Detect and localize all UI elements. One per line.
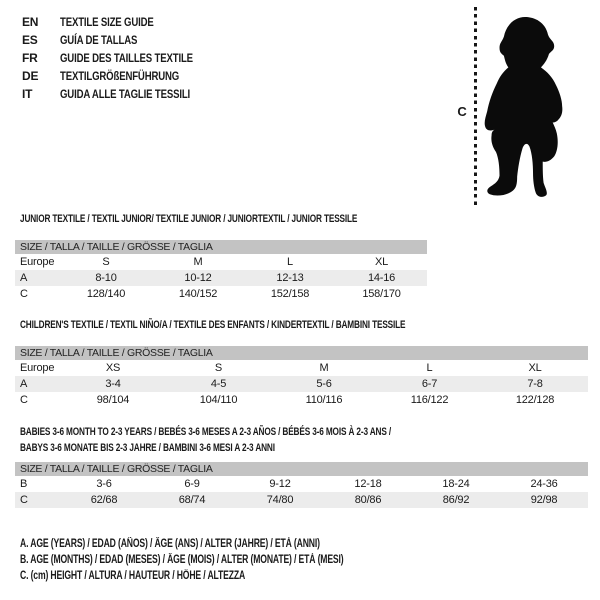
cell: 6-7 [377,376,482,392]
language-code: ES [22,33,38,47]
cell: L [287,256,293,268]
cell: 14-16 [336,270,427,286]
cell: S [102,256,110,268]
cell: 92/98 [500,492,588,508]
cell: 7-8 [482,376,588,392]
cell: 3-4 [60,376,166,392]
cell: 104/110 [199,394,238,406]
cell: 122/128 [515,394,555,406]
babies-size-table [15,462,588,508]
cell: 6-9 [184,478,200,490]
cell: M [193,256,203,268]
cell: 140/152 [178,288,218,300]
table-row [15,270,427,286]
cell: L [426,362,433,374]
table-row [15,376,588,392]
cell: 10-12 [152,270,244,286]
cell: 80/86 [324,492,412,508]
row-label: Europe [20,362,55,374]
size-header: SIZE / TALLA / TAILLE / GRÖSSE / TAGLIA [15,462,588,476]
language-code: FR [22,51,38,65]
table-header-row [15,462,588,476]
height-measure-label: C [457,104,467,119]
language-row-es [22,31,226,49]
table-row [15,360,588,376]
cell: 98/104 [96,394,130,406]
language-row-de [22,67,226,85]
babies-section-title-line1: BABIES 3-6 MONTH TO 2-3 YEARS / BEBÉS 3-6 MESES A 2-3 AÑOS / BÉBÉS 3-6 MOIS À 2-3 ANS / [20,426,391,438]
language-label: GUÍA DE TALLAS [60,33,138,47]
cell: 12-13 [244,270,336,286]
row-label: A [15,270,60,286]
row-label: C [20,394,28,406]
cell: 3-6 [96,478,112,490]
language-code: DE [22,69,39,83]
cell: 68/74 [148,492,236,508]
cell: 62/68 [60,492,148,508]
cell: 18-24 [442,478,470,490]
cell: M [319,362,329,374]
language-title-list [22,13,226,103]
cell: 4-5 [166,376,271,392]
cell: 110/116 [305,394,343,406]
cell: 24-36 [530,478,558,490]
table-row [15,286,427,302]
table-row [15,492,588,508]
language-label: GUIDE DES TAILLES TEXTILE [60,51,193,65]
language-code: IT [22,87,33,101]
cell: 152/158 [270,288,310,300]
language-row-fr [22,49,226,67]
cell: XL [375,256,389,268]
language-code: EN [22,15,39,29]
legend-age-months: B. AGE (MONTHS) / EDAD (MESES) / ÂGE (MOIS) / ALTER (MONATE) / ETÀ (MESI) [20,554,344,566]
children-size-table [15,346,588,408]
cell: 158/170 [362,288,401,300]
junior-section-title: JUNIOR TEXTILE / TEXTIL JUNIOR/ TEXTILE JUNIOR / JUNIORTEXTIL / JUNIOR TESSILE [20,213,358,225]
row-label: C [15,492,60,508]
cell: XS [105,362,121,374]
cell: S [214,362,223,374]
cell: XL [528,362,542,374]
language-row-en [22,13,226,31]
size-header: SIZE / TALLA / TAILLE / GRÖSSE / TAGLIA [15,346,588,360]
cell: 74/80 [236,492,324,508]
cell: 8-10 [60,270,152,286]
junior-size-table [15,240,427,302]
baby-silhouette-icon [481,4,578,210]
table-row [15,392,588,408]
row-label: B [20,478,28,490]
cell: 5-6 [271,376,377,392]
babies-section-title-line2: BABYS 3-6 MONATE BIS 2-3 JAHRE / BAMBINI 3-6 MESI A 2-3 ANNI [20,442,275,454]
row-label: A [15,376,60,392]
height-measure-dashed-line [474,7,477,208]
cell: 86/92 [412,492,500,508]
table-header-row [15,240,427,254]
cell: 116/122 [410,394,449,406]
language-row-it [22,85,226,103]
cell: 12-18 [354,478,382,490]
cell: 128/140 [86,288,126,300]
cell: 9-12 [269,478,291,490]
language-label: GUIDA ALLE TAGLIE TESSILI [60,87,191,101]
legend-height: C. (cm) HEIGHT / ALTURA / HAUTEUR / HÖHE / ALTEZZA [20,570,246,582]
legend-age-years: A. AGE (YEARS) / EDAD (AÑOS) / ÂGE (ANS) / ALTER (JAHRE) / ETÀ (ANNI) [20,538,320,550]
row-label: C [20,288,28,300]
table-row [15,254,427,270]
size-header: SIZE / TALLA / TAILLE / GRÖSSE / TAGLIA [15,240,427,254]
language-label: TEXTILE SIZE GUIDE [60,15,154,29]
language-label: TEXTILGRÖßENFÜHRUNG [60,69,180,83]
table-header-row [15,346,588,360]
table-row [15,476,588,492]
children-section-title: CHILDREN'S TEXTILE / TEXTIL NIÑO/A / TEXTILE DES ENFANTS / KINDERTEXTIL / BAMBINI TESSILE [20,319,406,331]
row-label: Europe [20,256,55,268]
